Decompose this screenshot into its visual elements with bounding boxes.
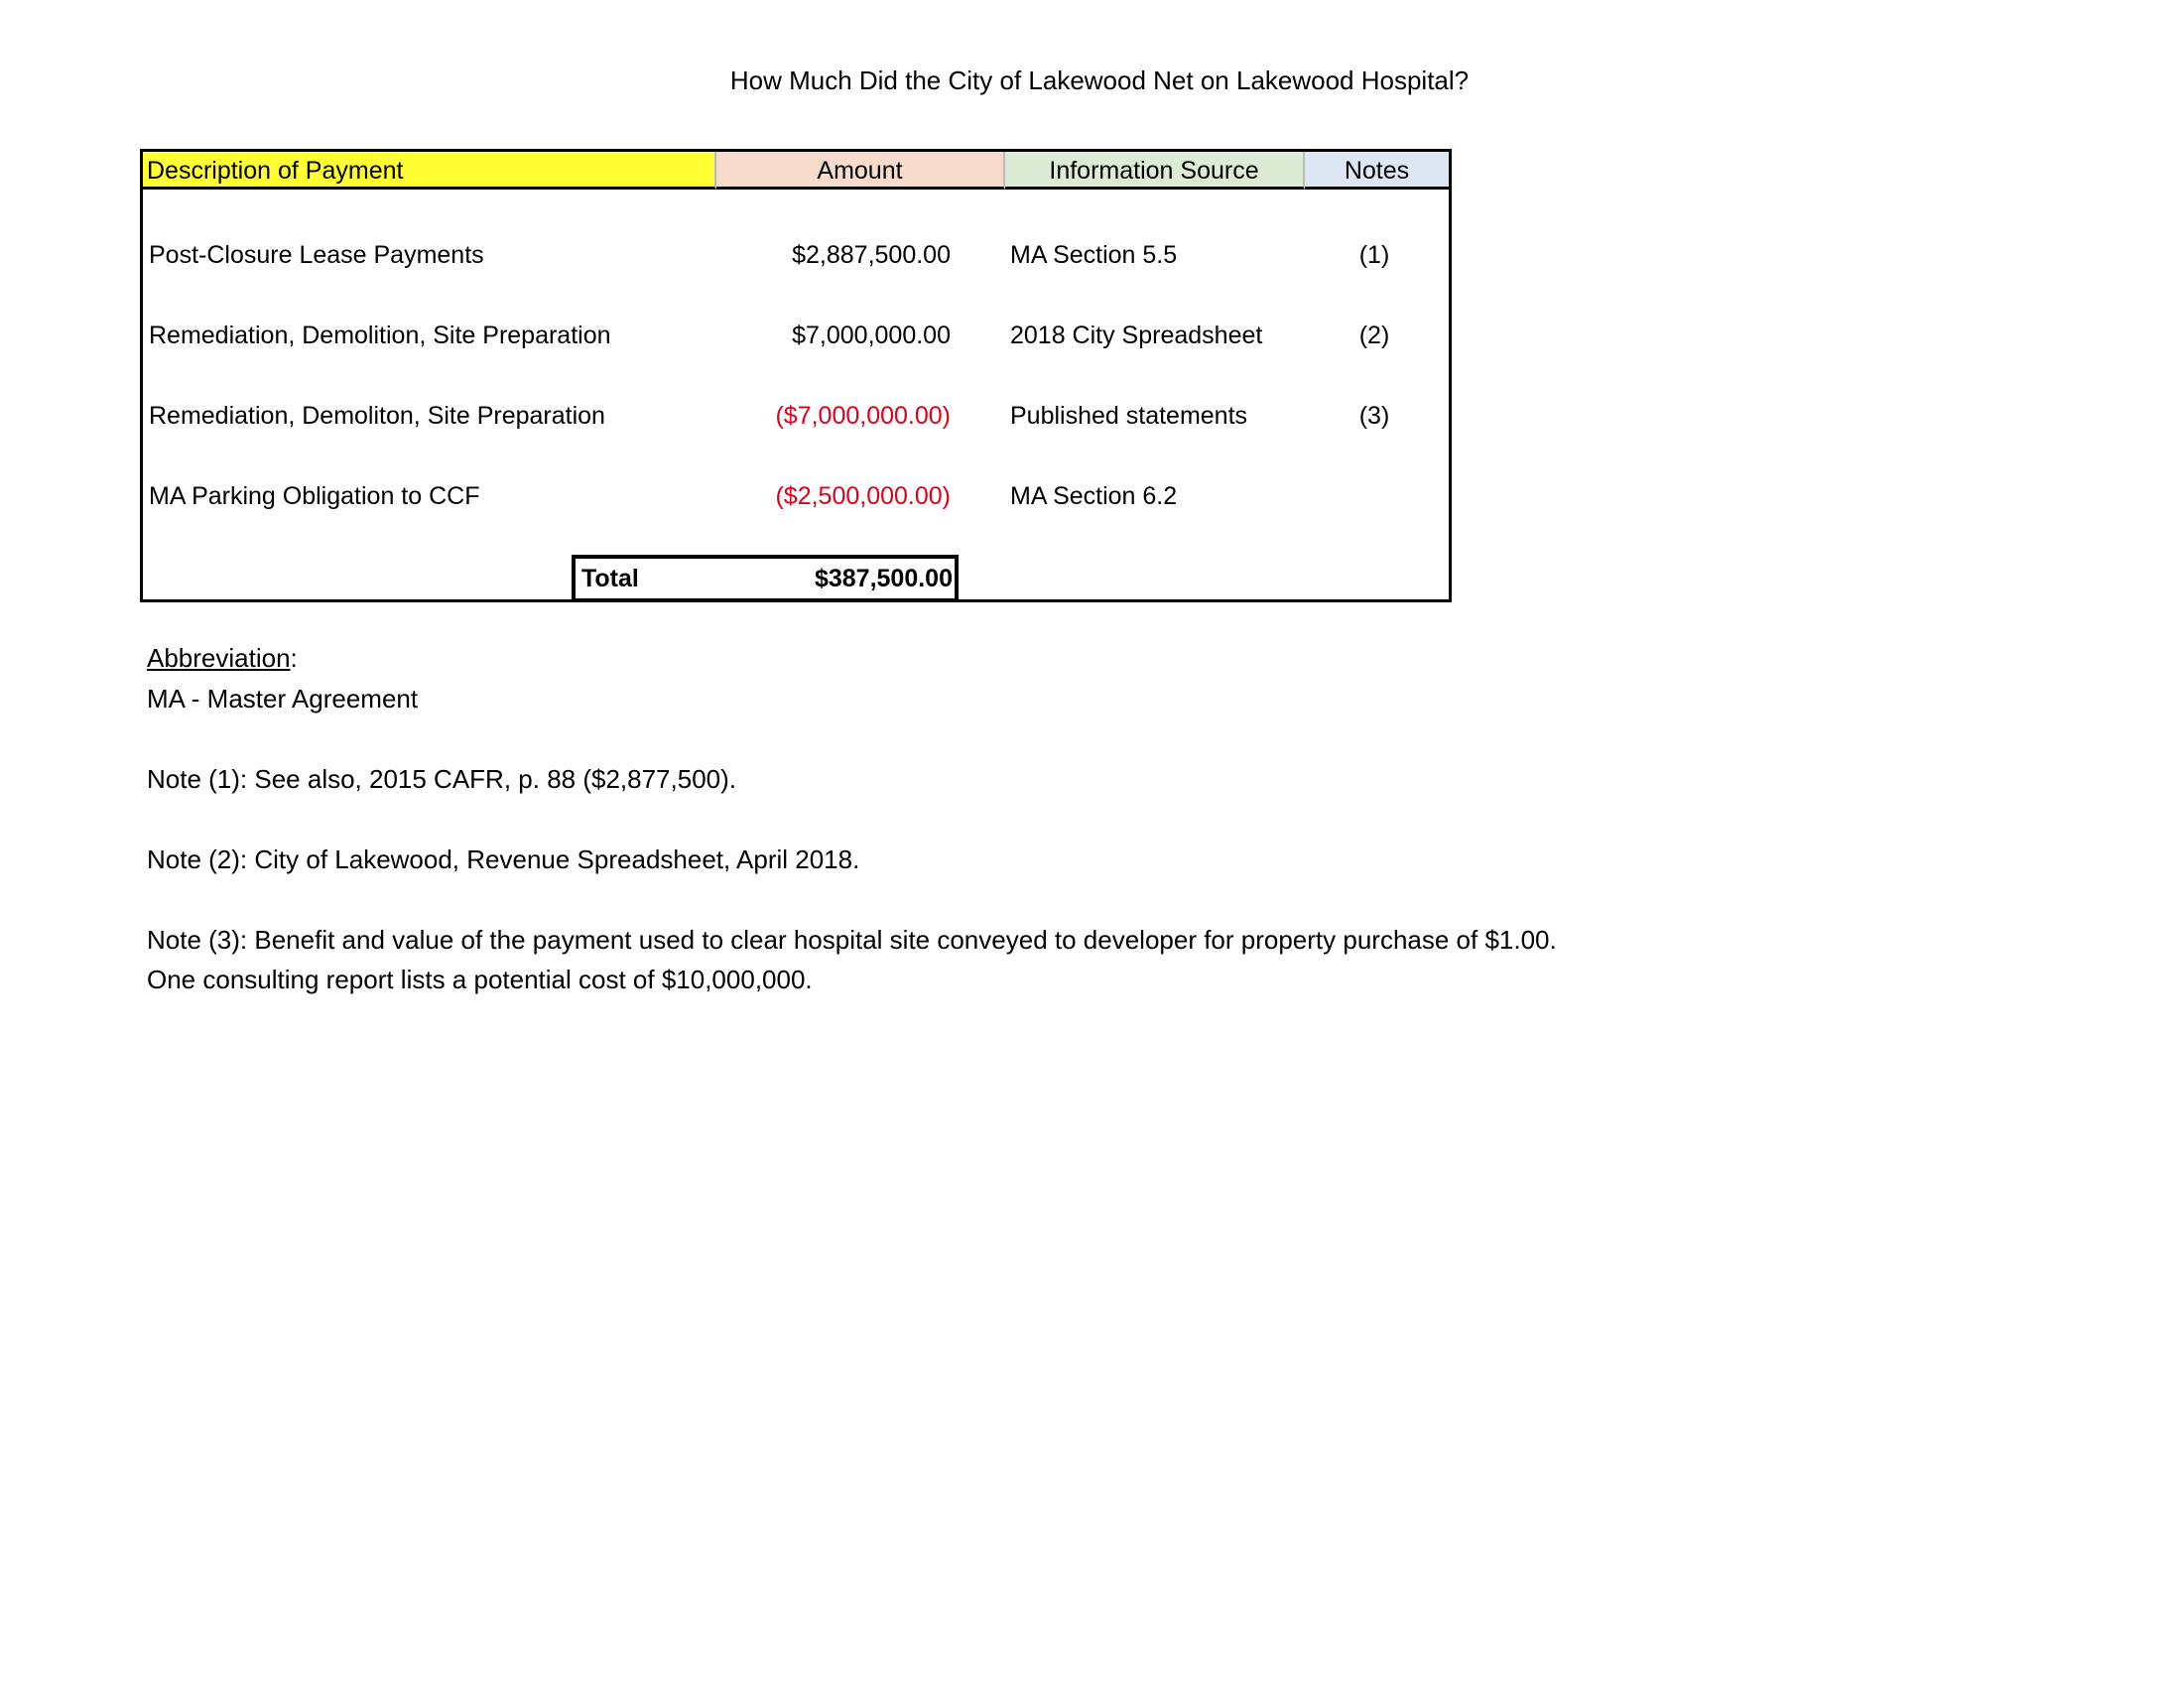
- row-description: Post-Closure Lease Payments: [149, 241, 484, 269]
- header-notes: Notes: [1305, 152, 1449, 190]
- total-value: $387,500.00: [814, 565, 953, 592]
- row-amount: $7,000,000.00: [792, 322, 951, 349]
- row-amount: ($7,000,000.00): [775, 402, 951, 430]
- note-2: Note (2): City of Lakewood, Revenue Spreadsheet, April 2018.: [147, 844, 860, 874]
- row-amount: $2,887,500.00: [792, 241, 951, 269]
- row-note: (1): [1358, 241, 1390, 269]
- abbreviation-colon: :: [290, 643, 298, 673]
- table-row: [143, 476, 1449, 516]
- row-source: MA Section 5.5: [1010, 241, 1178, 269]
- header-description: Description of Payment: [143, 152, 716, 190]
- table-row: [143, 235, 1449, 275]
- header-amount: Amount: [716, 152, 1005, 190]
- row-note: (3): [1358, 402, 1390, 430]
- row-amount: ($2,500,000.00): [775, 482, 951, 510]
- note-3-continued: One consulting report lists a potential cost of $10,000,000.: [147, 965, 813, 994]
- row-description: Remediation, Demoliton, Site Preparation: [149, 402, 605, 430]
- row-source: Published statements: [1010, 402, 1248, 430]
- abbreviation-heading-line: [147, 643, 298, 674]
- abbreviation-item: MA - Master Agreement: [147, 684, 419, 714]
- row-note: (2): [1358, 322, 1390, 349]
- table-row: [143, 316, 1449, 355]
- abbreviation-heading: Abbreviation: [147, 643, 291, 673]
- row-source: 2018 City Spreadsheet: [1010, 322, 1263, 349]
- note-1: Note (1): See also, 2015 CAFR, p. 88 ($2,877,500).: [147, 764, 737, 794]
- note-3: Note (3): Benefit and value of the payment used to clear hospital site conveyed to developer for property purchase of $1.00.: [147, 925, 1557, 955]
- payment-table: [140, 149, 1452, 602]
- header-information-source: Information Source: [1005, 152, 1305, 190]
- row-description: Remediation, Demolition, Site Preparation: [149, 322, 611, 349]
- page-title: How Much Did the City of Lakewood Net on Lakewood Hospital?: [729, 65, 1470, 95]
- total-label: Total: [581, 565, 639, 592]
- row-source: MA Section 6.2: [1010, 482, 1178, 510]
- table-row: [143, 396, 1449, 436]
- row-description: MA Parking Obligation to CCF: [149, 482, 480, 510]
- total-box: [572, 555, 959, 602]
